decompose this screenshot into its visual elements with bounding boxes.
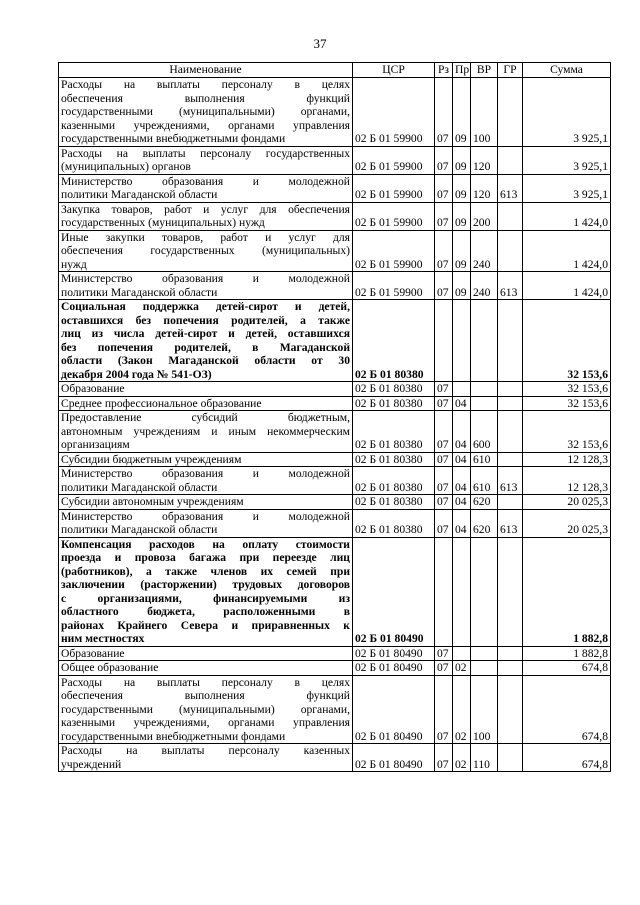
row-rz: 07 xyxy=(435,495,453,510)
row-vr: 620 xyxy=(471,495,498,510)
table-row xyxy=(59,509,611,537)
row-name: Министерство образования и молодежной политики Магаданской области xyxy=(59,174,353,202)
table-row xyxy=(59,495,611,510)
row-gr xyxy=(498,230,523,272)
row-name: Министерство образования и молодежной политики Магаданской области xyxy=(59,509,353,537)
row-csr: 02 Б 01 80380 xyxy=(353,411,435,453)
column-header-vr: ВР xyxy=(471,63,498,78)
row-vr: 240 xyxy=(471,272,498,300)
row-pr: 09 xyxy=(453,272,471,300)
row-name: Социальная поддержка детей-сирот и детей, оставшихся без попечения родителей, а также лиц из числа детей-сирот и детей, оставшихся без попечения родителей, в Магаданской области (Закон Магаданской области от 30 декабря 2004 года № 541-ОЗ) xyxy=(59,300,353,382)
row-name: Субсидии автономным учреждениям xyxy=(59,495,353,510)
page-number: 37 xyxy=(313,36,327,51)
row-pr: 09 xyxy=(453,202,471,230)
table-row xyxy=(59,646,611,661)
row-sum: 32 153,6 xyxy=(523,411,611,453)
row-gr xyxy=(498,146,523,174)
row-pr: 04 xyxy=(453,509,471,537)
row-vr: 120 xyxy=(471,146,498,174)
row-sum: 1 424,0 xyxy=(523,272,611,300)
row-name: Предоставление субсидий бюджетным, автономным учреждениям и иным некоммерческим организациям xyxy=(59,411,353,453)
row-pr: 04 xyxy=(453,495,471,510)
row-pr: 04 xyxy=(453,452,471,467)
row-csr: 02 Б 01 80490 xyxy=(353,537,435,646)
row-rz: 07 xyxy=(435,382,453,397)
row-vr: 200 xyxy=(471,202,498,230)
row-rz: 07 xyxy=(435,411,453,453)
row-sum: 674,8 xyxy=(523,744,611,772)
row-rz: 07 xyxy=(435,744,453,772)
row-vr xyxy=(471,382,498,397)
row-pr: 04 xyxy=(453,411,471,453)
column-header-gr: ГР xyxy=(498,63,523,78)
row-csr: 02 Б 01 80380 xyxy=(353,452,435,467)
table-row xyxy=(59,411,611,453)
row-gr xyxy=(498,382,523,397)
row-vr: 610 xyxy=(471,452,498,467)
table-row xyxy=(59,744,611,772)
row-csr: 02 Б 01 80490 xyxy=(353,675,435,744)
row-gr xyxy=(498,411,523,453)
row-gr: 613 xyxy=(498,174,523,202)
row-gr xyxy=(498,537,523,646)
row-csr: 02 Б 01 80490 xyxy=(353,646,435,661)
table-row xyxy=(59,300,611,382)
row-name: Министерство образования и молодежной политики Магаданской области xyxy=(59,272,353,300)
table-row xyxy=(59,467,611,495)
row-vr xyxy=(471,537,498,646)
row-pr: 09 xyxy=(453,174,471,202)
row-csr: 02 Б 01 59900 xyxy=(353,202,435,230)
row-rz: 07 xyxy=(435,396,453,411)
row-csr: 02 Б 01 80380 xyxy=(353,300,435,382)
row-rz xyxy=(435,300,453,382)
row-vr: 100 xyxy=(471,78,498,147)
row-vr: 240 xyxy=(471,230,498,272)
row-gr xyxy=(498,646,523,661)
table-row xyxy=(59,675,611,744)
row-sum: 1 882,8 xyxy=(523,537,611,646)
row-csr: 02 Б 01 80380 xyxy=(353,467,435,495)
row-pr xyxy=(453,537,471,646)
row-rz: 07 xyxy=(435,174,453,202)
row-sum: 1 424,0 xyxy=(523,202,611,230)
row-name: Закупка товаров, работ и услуг для обеспечения государственных (муниципальных) нужд xyxy=(59,202,353,230)
row-rz: 07 xyxy=(435,78,453,147)
row-vr xyxy=(471,646,498,661)
row-name: Субсидии бюджетным учреждениям xyxy=(59,452,353,467)
row-name: Образование xyxy=(59,646,353,661)
row-csr: 02 Б 01 59900 xyxy=(353,272,435,300)
row-name: Среднее профессиональное образование xyxy=(59,396,353,411)
row-vr xyxy=(471,396,498,411)
row-rz: 07 xyxy=(435,146,453,174)
table-row xyxy=(59,396,611,411)
row-pr xyxy=(453,646,471,661)
row-sum: 3 925,1 xyxy=(523,174,611,202)
row-pr: 04 xyxy=(453,396,471,411)
row-gr xyxy=(498,396,523,411)
row-sum: 1 882,8 xyxy=(523,646,611,661)
table-row xyxy=(59,661,611,676)
row-sum: 1 424,0 xyxy=(523,230,611,272)
row-pr: 02 xyxy=(453,744,471,772)
row-csr: 02 Б 01 80490 xyxy=(353,661,435,676)
row-pr: 09 xyxy=(453,230,471,272)
row-name: Расходы на выплаты персоналу в целях обеспечения выполнения функций государственными (муниципальными) органами, казенными учреждениями, органами управления государственными внебюджетными фондами xyxy=(59,675,353,744)
row-name: Расходы на выплаты персоналу в целях обеспечения выполнения функций государственными (муниципальными) органами, казенными учреждениями, органами управления государственными внебюджетными фондами xyxy=(59,78,353,147)
row-sum: 3 925,1 xyxy=(523,146,611,174)
column-header-rz: Рз xyxy=(435,63,453,78)
column-header-name: Наименование xyxy=(59,63,353,78)
row-vr: 610 xyxy=(471,467,498,495)
table-header-row xyxy=(59,63,611,78)
row-vr: 600 xyxy=(471,411,498,453)
row-vr: 100 xyxy=(471,675,498,744)
row-gr xyxy=(498,744,523,772)
row-csr: 02 Б 01 80380 xyxy=(353,495,435,510)
row-csr: 02 Б 01 80380 xyxy=(353,396,435,411)
row-rz: 07 xyxy=(435,202,453,230)
row-gr: 613 xyxy=(498,467,523,495)
row-sum: 20 025,3 xyxy=(523,509,611,537)
table-row xyxy=(59,78,611,147)
row-csr: 02 Б 01 59900 xyxy=(353,174,435,202)
row-vr: 110 xyxy=(471,744,498,772)
row-gr: 613 xyxy=(498,509,523,537)
row-csr: 02 Б 01 59900 xyxy=(353,78,435,147)
row-sum: 3 925,1 xyxy=(523,78,611,147)
row-pr xyxy=(453,382,471,397)
row-csr: 02 Б 01 80490 xyxy=(353,744,435,772)
row-pr xyxy=(453,300,471,382)
row-sum: 674,8 xyxy=(523,661,611,676)
row-sum: 674,8 xyxy=(523,675,611,744)
table-row xyxy=(59,272,611,300)
row-sum: 12 128,3 xyxy=(523,467,611,495)
row-gr: 613 xyxy=(498,272,523,300)
table-row xyxy=(59,230,611,272)
column-header-sum: Сумма xyxy=(523,63,611,78)
row-sum: 12 128,3 xyxy=(523,452,611,467)
row-rz: 07 xyxy=(435,452,453,467)
row-name: Расходы на выплаты персоналу государственных (муниципальных) органов xyxy=(59,146,353,174)
row-rz: 07 xyxy=(435,467,453,495)
row-pr: 09 xyxy=(453,78,471,147)
row-sum: 32 153,6 xyxy=(523,382,611,397)
column-header-pr: Пр xyxy=(453,63,471,78)
row-csr: 02 Б 01 80380 xyxy=(353,509,435,537)
column-header-csr: ЦСР xyxy=(353,63,435,78)
row-name: Общее образование xyxy=(59,661,353,676)
table-row xyxy=(59,174,611,202)
table-row xyxy=(59,537,611,646)
row-gr xyxy=(498,202,523,230)
row-rz: 07 xyxy=(435,272,453,300)
row-csr: 02 Б 01 59900 xyxy=(353,146,435,174)
row-vr: 120 xyxy=(471,174,498,202)
row-rz: 07 xyxy=(435,509,453,537)
row-gr xyxy=(498,300,523,382)
row-csr: 02 Б 01 80380 xyxy=(353,382,435,397)
row-csr: 02 Б 01 59900 xyxy=(353,230,435,272)
row-sum: 32 153,6 xyxy=(523,396,611,411)
row-name: Расходы на выплаты персоналу казенных учреждений xyxy=(59,744,353,772)
table-row xyxy=(59,452,611,467)
row-gr xyxy=(498,495,523,510)
row-name: Иные закупки товаров, работ и услуг для обеспечения государственных (муниципальных) нужд xyxy=(59,230,353,272)
table-row xyxy=(59,146,611,174)
table-row xyxy=(59,202,611,230)
budget-table xyxy=(58,62,611,772)
row-rz: 07 xyxy=(435,646,453,661)
row-gr xyxy=(498,78,523,147)
row-name: Образование xyxy=(59,382,353,397)
row-rz: 07 xyxy=(435,675,453,744)
row-sum: 32 153,6 xyxy=(523,300,611,382)
row-gr xyxy=(498,661,523,676)
table-row xyxy=(59,382,611,397)
row-rz xyxy=(435,537,453,646)
row-sum: 20 025,3 xyxy=(523,495,611,510)
row-name: Компенсация расходов на оплату стоимости проезда и провоза багажа при переезде лиц (работников), а также членов их семей при заключении (расторжении) трудовых договоров с организациями, финансируемыми из областного бюджета, расположенными в районах Крайнего Севера и приравненных к ним местностях xyxy=(59,537,353,646)
row-vr xyxy=(471,661,498,676)
row-rz: 07 xyxy=(435,230,453,272)
row-rz: 07 xyxy=(435,661,453,676)
row-pr: 04 xyxy=(453,467,471,495)
row-gr xyxy=(498,675,523,744)
row-pr: 02 xyxy=(453,675,471,744)
row-pr: 02 xyxy=(453,661,471,676)
row-gr xyxy=(498,452,523,467)
row-vr xyxy=(471,300,498,382)
row-name: Министерство образования и молодежной политики Магаданской области xyxy=(59,467,353,495)
row-vr: 620 xyxy=(471,509,498,537)
row-pr: 09 xyxy=(453,146,471,174)
